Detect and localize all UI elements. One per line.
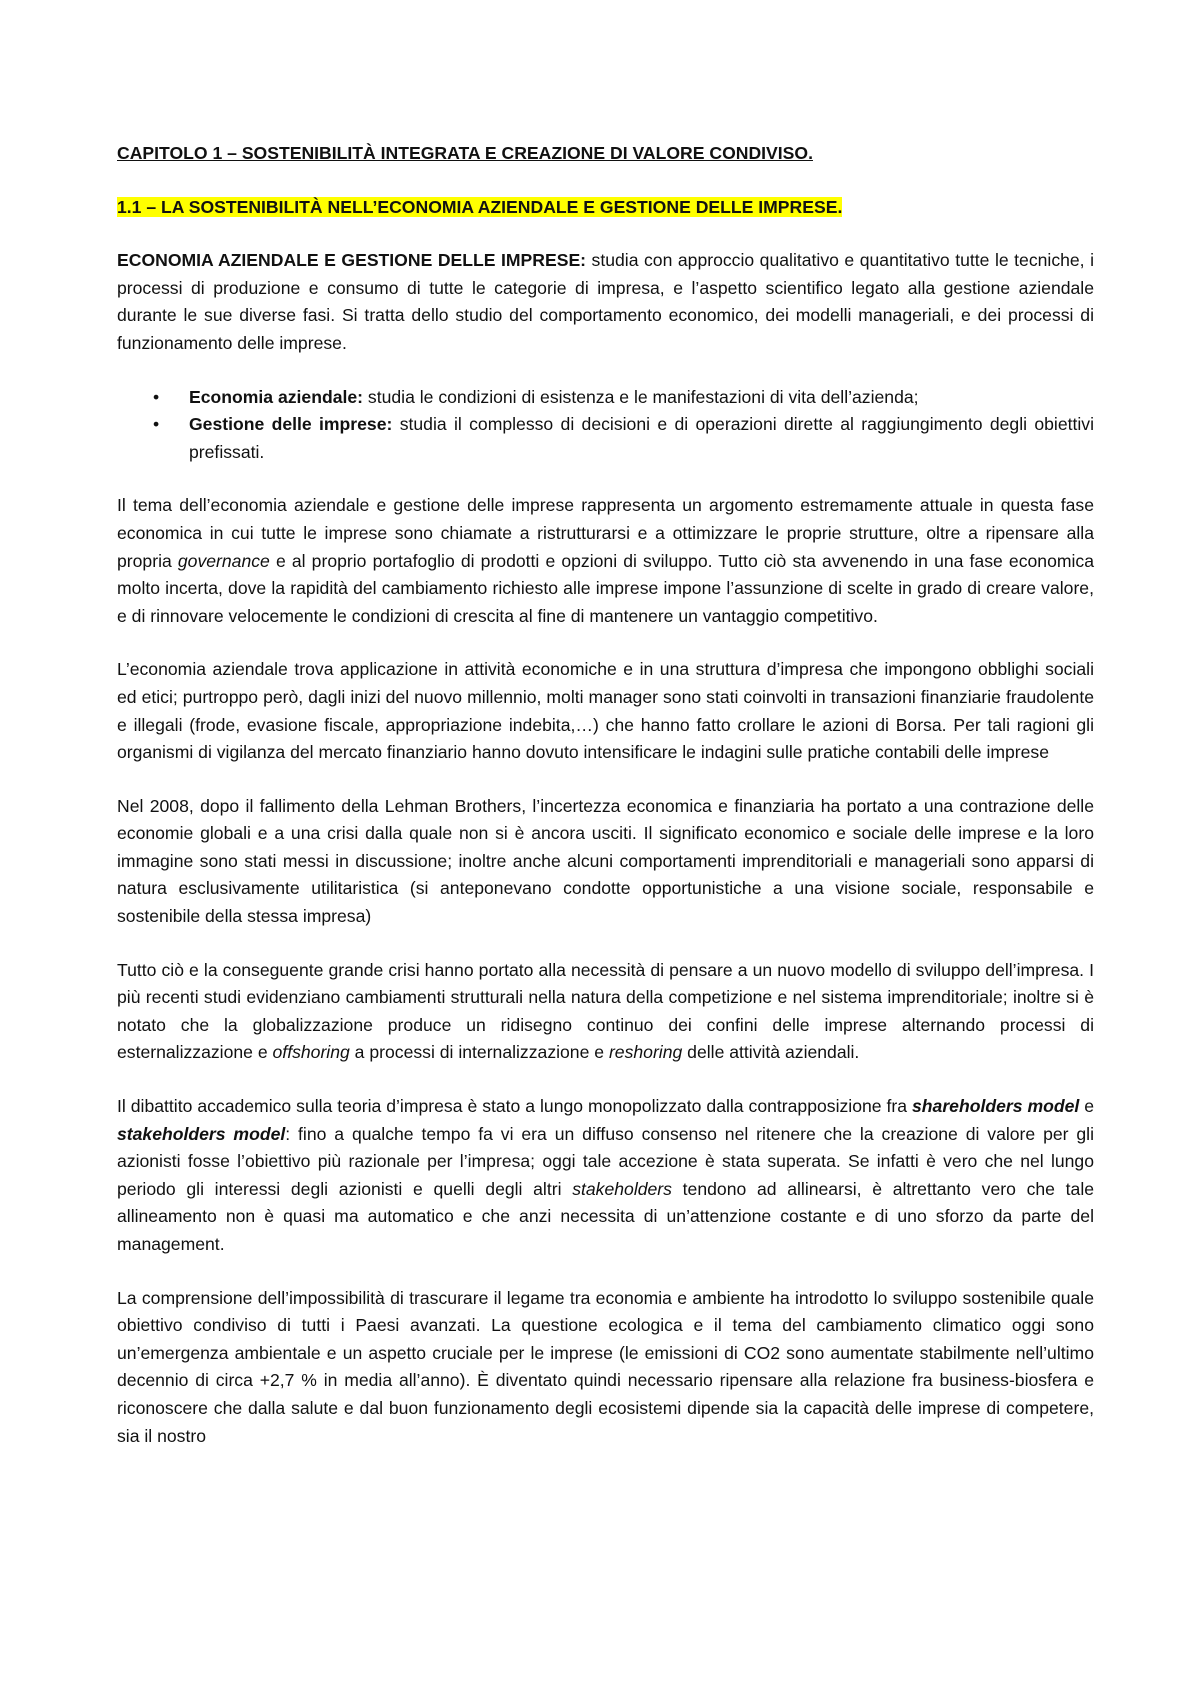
paragraph — [117, 1093, 1094, 1259]
list-item — [153, 384, 1094, 412]
paragraph-text: tendono ad allinearsi, è altrettanto vero che tale allineamento non è quasi ma automatico e che anzi necessita di un’attenzione costante e di uno sforzo da parte del management. — [117, 1178, 1095, 1254]
list-item-text: studia il complesso di decisioni e di operazioni dirette al raggiungimento degli obiettivi prefissati. — [189, 414, 1094, 462]
bold-italic-term: stakeholders model — [117, 1123, 286, 1144]
paragraph-text: Tutto ciò e la conseguente grande crisi hanno portato alla necessità di pensare a un nuovo modello di sviluppo dell’impresa. I più recenti studi evidenziano cambiamenti strutturali nella natura della competizione e nel sistema imprenditoriale; inoltre si è notato che la globalizzazione produce un ridisegno continuo dei confini delle imprese alternando processi di esternalizzazione e — [117, 959, 1094, 1063]
paragraph-text: a processi di internalizzazione e — [349, 1042, 609, 1063]
paragraph-definition — [117, 247, 1094, 357]
paragraph — [117, 492, 1094, 630]
section-title-highlight: 1.1 – LA SOSTENIBILITÀ NELL’ECONOMIA AZIENDALE E GESTIONE DELLE IMPRESE. — [117, 196, 843, 217]
italic-term: reshoring — [608, 1042, 683, 1063]
list-item-term: Gestione delle imprese: — [189, 414, 393, 435]
paragraph-text: e — [1079, 1096, 1095, 1117]
bold-italic-term: shareholders model — [912, 1096, 1080, 1117]
definition-text: studia con approccio qualitativo e quantitativo tutte le tecniche, i processi di produzione e consumo di tutte le categorie di impresa, e l’aspetto scientifico legato alla gestione aziendale durante le sue diverse fasi. Si tratta dello studio del comportamento economico, dei modelli manageriali, e dei processi di funzionamento delle imprese. — [117, 250, 1094, 353]
chapter-title: CAPITOLO 1 – SOSTENIBILITÀ INTEGRATA E CREAZIONE DI VALORE CONDIVISO. — [117, 143, 813, 163]
paragraph: La comprensione dell’impossibilità di trascurare il legame tra economia e ambiente ha introdotto lo sviluppo sostenibile quale obiettivo condiviso di tutti i Paesi avanzati. La questione ecologica e il tema del cambiamento climatico oggi sono un’emergenza ambientale e un aspetto cruciale per le imprese (le emissioni di CO2 sono aumentate stabilmente nell’ultimo decennio di circa +2,7 % in media all’anno). È diventato quindi necessario ripensare alla relazione fra business-biosfera e riconoscere che dalla salute e dal buon funzionamento degli ecosistemi dipende sia la capacità delle imprese di competere, sia il nostro — [117, 1287, 1094, 1446]
list-item-text: studia le condizioni di esistenza e le manifestazioni di vita dell’azienda; — [363, 386, 919, 407]
italic-term: stakeholders — [572, 1178, 672, 1199]
definition-term: ECONOMIA AZIENDALE E GESTIONE DELLE IMPRESE: — [117, 250, 587, 271]
bullet-icon: • — [153, 386, 160, 407]
paragraph-text: Il dibattito accademico sulla teoria d’impresa è stato a lungo monopolizzato dalla contrapposizione fra — [117, 1096, 912, 1117]
section-title — [117, 194, 1094, 222]
paragraph-text: e al proprio portafoglio di prodotti e opzioni di sviluppo. Tutto ciò sta avvenendo in una fase economica molto incerta, dove la rapidità del cambiamento richiesto alle imprese impone l’assunzione di scelte in grado di creare valore, e di rinnovare velocemente le condizioni di crescita al fine di mantenere un vantaggio competitivo. — [117, 550, 1094, 626]
paragraph: Nel 2008, dopo il fallimento della Lehman Brothers, l’incertezza economica e finanziaria ha portato a una contrazione delle economie globali e a una crisi dalla quale non si è ancora usciti. Il significato economico e sociale delle imprese e la loro immagine sono stati messi in discussione; inoltre anche alcuni comportamenti imprenditoriali e manageriali sono apparsi di natura esclusivamente utilitaristica (si anteponevano condotte opportunistiche a una visione sociale, responsabile e sostenibile della stessa impresa) — [117, 795, 1094, 927]
paragraph: L’economia aziendale trova applicazione in attività economiche e in una struttura d’impresa che impongono obblighi sociali ed etici; purtroppo però, dagli inizi del nuovo millennio, molti manager sono stati coinvolti in transazioni finanziarie fraudolente e illegali (frode, evasione fiscale, appropriazione indebita,…) che hanno fatto crollare le azioni di Borsa. Per tali ragioni gli organismi di vigilanza del mercato finanziario hanno dovuto intensificare le indagini sulle pratiche contabili delle imprese — [117, 659, 1094, 763]
italic-term: offshoring — [272, 1042, 350, 1063]
paragraph-text: Il tema dell’economia aziendale e gestione delle imprese rappresenta un argomento estremamente attuale in questa fase economica in cui tutte le imprese sono chiamate a ristrutturarsi e a ottimizzare le proprie strutture, oltre a ripensare alla propria — [117, 495, 1094, 571]
paragraph — [117, 957, 1094, 1067]
document-page — [117, 140, 1094, 1450]
bullet-list — [117, 384, 1094, 467]
paragraph-text: : fino a qualche tempo fa vi era un diffuso consenso nel ritenere che la creazione di valore per gli azionisti fosse l’obiettivo più razionale per l’impresa; oggi tale accezione è stata superata. Se infatti è vero che nel lungo periodo gli interessi degli azionisti e quelli degli altri — [117, 1123, 1094, 1199]
paragraph-text: delle attività aziendali. — [682, 1042, 860, 1063]
bullet-icon: • — [153, 414, 160, 435]
list-item — [153, 411, 1094, 466]
italic-term: governance — [177, 550, 270, 571]
list-item-term: Economia aziendale: — [189, 386, 364, 407]
